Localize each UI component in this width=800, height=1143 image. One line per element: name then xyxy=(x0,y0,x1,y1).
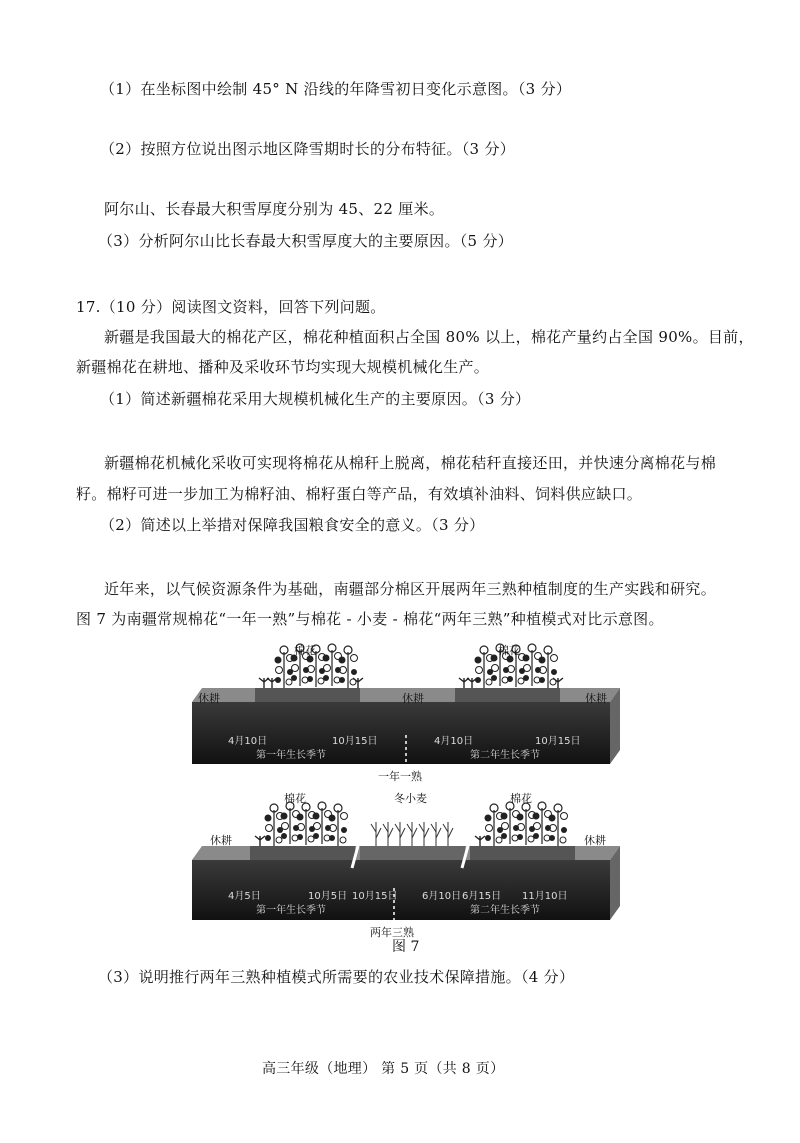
bottom-diagram xyxy=(192,791,620,939)
top-date-4: 10月15日 xyxy=(535,736,581,747)
bottom-plants-1 xyxy=(255,802,348,846)
top-fallow-1: 休耕 xyxy=(198,692,220,705)
top-diagram xyxy=(192,643,620,783)
bottom-date-1: 4月5日 xyxy=(228,891,261,902)
page-footer: 高三年级（地理） 第 5 页（共 8 页） xyxy=(262,1061,505,1077)
bottom-wheat xyxy=(371,822,453,846)
top-date-2: 10月15日 xyxy=(332,736,378,747)
q16-sub1: （1）在坐标图中绘制 45° N 沿线的年降雪初日变化示意图。（3 分） xyxy=(100,80,572,98)
bottom-date-4: 6月10日 xyxy=(422,891,462,902)
bottom-mode-label: 两年三熟 xyxy=(370,926,414,939)
bottom-field-1 xyxy=(250,846,355,860)
top-fallow-3: 休耕 xyxy=(585,692,607,705)
q17-para2-line2: 籽。棉籽可进一步加工为棉籽油、棉籽蛋白等产品，有效填补油料、饲料供应缺口。 xyxy=(76,485,643,503)
bottom-field-3 xyxy=(470,846,575,860)
bottom-front xyxy=(192,860,610,920)
top-fallow-2: 休耕 xyxy=(402,692,424,705)
q17-header: 17.（10 分）阅读图文资料，回答下列问题。 xyxy=(76,298,386,316)
q17-para2-line1: 新疆棉花机械化采收可实现将棉花从棉秆上脱离，棉花秸秆直接还田，并快速分离棉花与棉 xyxy=(104,454,717,472)
q17-para1-line1: 新疆是我国最大的棉花产区，棉花种植面积占全国 80% 以上，棉花产量约占全国 90%。目前， xyxy=(104,328,754,346)
q17-sub3: （3）说明推行两年三熟种植模式所需要的农业技术保障措施。（4 分） xyxy=(98,968,575,986)
top-field-2 xyxy=(455,688,560,702)
bottom-date-3: 10月15日 xyxy=(352,891,398,902)
q16-sub3: （3）分析阿尔山比长春最大积雪厚度大的主要原因。（5 分） xyxy=(98,232,514,250)
top-season-1: 第一年生长季节 xyxy=(256,750,326,761)
q17-para1-line2: 新疆棉花在耕地、播种及采收环节均实现大规模机械化生产。 xyxy=(76,358,490,376)
top-mode-label: 一年一熟 xyxy=(378,770,422,783)
figure-caption: 图 7 xyxy=(392,939,420,955)
bottom-fallow-2: 休耕 xyxy=(584,834,606,847)
q17-sub2: （2）简述以上举措对保障我国粮食安全的意义。（3 分） xyxy=(100,516,485,534)
q17-para3-line1: 近年来，以气候资源条件为基础，南疆部分棉区开展两年三熟种植制度的生产实践和研究。 xyxy=(104,580,717,598)
bottom-crop-label-3: 棉花 xyxy=(510,792,532,805)
bottom-fallow-1: 休耕 xyxy=(210,834,232,847)
bottom-crop-label-2: 冬小麦 xyxy=(394,792,427,805)
top-date-1: 4月10日 xyxy=(228,736,268,747)
bottom-season-2: 第二年生长季节 xyxy=(470,905,540,916)
bottom-date-5: 6月15日 xyxy=(462,891,502,902)
bottom-date-2: 10月5日 xyxy=(308,891,348,902)
bottom-season-1: 第一年生长季节 xyxy=(256,905,326,916)
q17-sub1: （1）简述新疆棉花采用大规模机械化生产的主要原因。（3 分） xyxy=(100,390,531,408)
top-crop-label-2: 棉花 xyxy=(498,644,520,657)
top-front xyxy=(192,702,610,764)
figure-7 xyxy=(180,640,630,960)
top-crop-label-1: 棉花 xyxy=(294,644,316,657)
top-date-3: 4月10日 xyxy=(434,736,474,747)
top-season-2: 第二年生长季节 xyxy=(470,750,540,761)
bottom-crop-label-1: 棉花 xyxy=(284,792,306,805)
q16-sub2: （2）按照方位说出图示地区降雪期时长的分布特征。（3 分） xyxy=(100,140,516,158)
q17-para3-line2: 图 7 为南疆常规棉花“一年一熟”与棉花 - 小麦 - 棉花“两年三熟”种植模式对比示意图。 xyxy=(76,610,664,628)
q16-info: 阿尔山、长春最大积雪厚度分别为 45、22 厘米。 xyxy=(104,200,445,218)
bottom-field-2 xyxy=(360,846,465,860)
top-field-1 xyxy=(255,688,360,702)
cropping-diagram xyxy=(180,640,630,940)
bottom-plants-2 xyxy=(475,802,568,846)
bottom-date-6: 11月10日 xyxy=(522,891,568,902)
